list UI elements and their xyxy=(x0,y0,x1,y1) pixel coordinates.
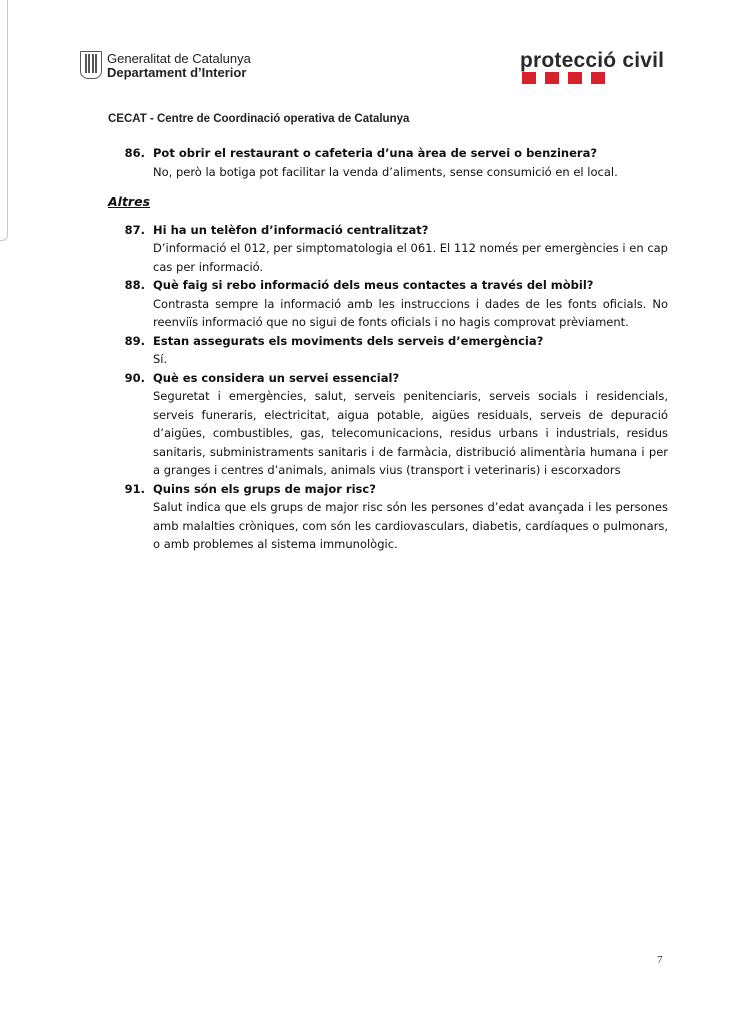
cecat-heading: CECAT - Centre de Coordinació operativa de Catalunya xyxy=(108,113,410,125)
qa-item-91 xyxy=(108,480,668,554)
question-number: 90. xyxy=(124,370,145,385)
answer-text: Sí. xyxy=(153,352,168,366)
generalitat-header xyxy=(107,52,251,80)
page-edge-decoration xyxy=(0,0,8,241)
department-name: Departament d’Interior xyxy=(107,65,247,80)
qa-item-87 xyxy=(108,221,668,277)
proteccio-civil-squares-logo xyxy=(522,72,605,84)
question-text: Quins són els grups de major risc? xyxy=(153,481,376,496)
answer-text: Seguretat i emergències, salut, serveis penitenciaris, serveis socials i residencials, serveis funeraris, electricitat, aigua potable, aigües residuals, serveis de depuració d’aigües, combustibles, gas, telecomunicacions, residus urbans i industrials, residus sanitaris, subministraments sanitaris i de farmàcia, distribució alimentària humana i per a granges i centres d’animals, animals vius (transport i veterinaris) i escorxadors xyxy=(153,389,668,477)
question-number: 87. xyxy=(124,222,145,237)
generalitat-name: Generalitat de Catalunya xyxy=(107,51,251,66)
qa-item-88 xyxy=(108,276,668,332)
generalitat-emblem-icon xyxy=(80,51,102,79)
answer-text: Contrasta sempre la informació amb les instruccions i dades de les fonts oficials. No reenviïs informació que no sigui de fonts oficials i no hagis comprovat prèviament. xyxy=(153,296,668,329)
question-text: Què faig si rebo informació dels meus contactes a través del mòbil? xyxy=(153,278,594,292)
question-number: 89. xyxy=(124,333,145,348)
question-number: 88. xyxy=(124,278,145,292)
answer-text: Salut indica que els grups de major risc són les persones d’edat avançada i les persones amb malalties cròniques, com són les cardiovasculars, diabetis, cardíaques o pulmonars, o amb problemes al sistema immunològic. xyxy=(153,500,668,551)
page-number: 7 xyxy=(657,954,663,966)
answer-text: No, però la botiga pot facilitar la venda d’aliments, sense consumició en el local. xyxy=(153,164,618,179)
document-content xyxy=(108,144,668,554)
question-number: 91. xyxy=(124,481,145,496)
question-text: Pot obrir el restaurant o cafeteria d’una àrea de servei o benzinera? xyxy=(153,146,598,160)
question-number: 86. xyxy=(124,146,145,160)
question-text: Què es considera un servei essencial? xyxy=(153,370,400,385)
qa-item-90 xyxy=(108,369,668,480)
question-text: Estan assegurats els moviments dels serveis d’emergència? xyxy=(153,333,544,348)
section-title-altres: Altres xyxy=(108,194,151,209)
proteccio-civil-logo-text: protecció civil xyxy=(520,49,665,72)
qa-item-86 xyxy=(108,144,668,181)
question-text: Hi ha un telèfon d’informació centralitzat? xyxy=(153,222,429,237)
answer-text: D’informació el 012, per simptomatologia el 061. El 112 només per emergències i en cap cas per informació. xyxy=(153,241,668,274)
qa-item-89 xyxy=(108,332,668,369)
